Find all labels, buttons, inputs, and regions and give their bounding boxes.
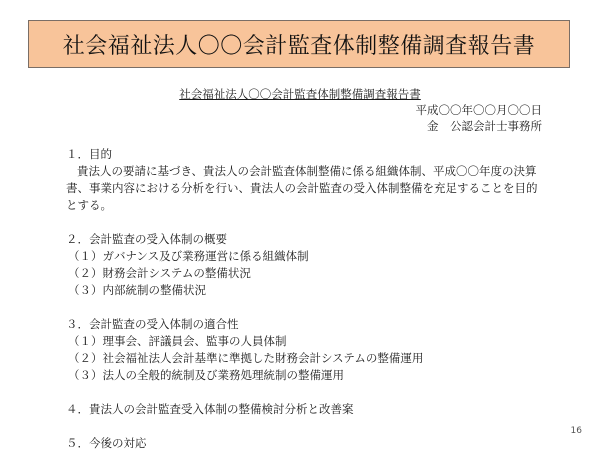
section-title-next-steps: ５．今後の対応 xyxy=(66,436,147,450)
list-item: （１）ガバナンス及び業務運営に係る組織体制 xyxy=(68,249,309,263)
list-item: （２）財務会計システムの整備状況 xyxy=(68,266,251,280)
section-paragraph-purpose: 貴法人の要請に基づき、貴法人の会計監査体制整備に係る組織体制、平成〇〇年度の決算書、事業内容における分析を行い、貴法人の会計監査の受入体制整備を充足することを目的とする。 xyxy=(66,164,538,212)
section-title-suitability: ３．会計監査の受入体制の適合性 xyxy=(66,317,239,331)
section-title-overview: ２．会計監査の受入体制の概要 xyxy=(66,232,227,246)
slide-title: 社会福祉法人〇〇会計監査体制整備調査報告書 xyxy=(62,33,536,59)
document-heading: 社会福祉法人〇〇会計監査体制整備調査報告書 xyxy=(179,87,421,101)
title-banner xyxy=(28,20,570,68)
document-body xyxy=(66,146,546,452)
list-item: （３）法人の全般的統制及び業務処理統制の整備運用 xyxy=(68,368,344,382)
document-date: 平成〇〇年〇〇月〇〇日 xyxy=(415,103,542,117)
list-item: （３）内部統制の整備状況 xyxy=(68,283,206,297)
section-title-purpose: １．目的 xyxy=(66,147,112,161)
list-item: （１）理事会、評議員会、監事の人員体制 xyxy=(68,334,287,348)
page-number: 16 xyxy=(570,426,582,436)
document-author: 金 公認会計士事務所 xyxy=(427,119,542,133)
section-title-analysis: ４．貴法人の会計監査受入体制の整備検討分析と改善案 xyxy=(66,402,354,416)
list-item: （２）社会福祉法人会計基準に準拠した財務会計システムの整備運用 xyxy=(68,351,424,365)
